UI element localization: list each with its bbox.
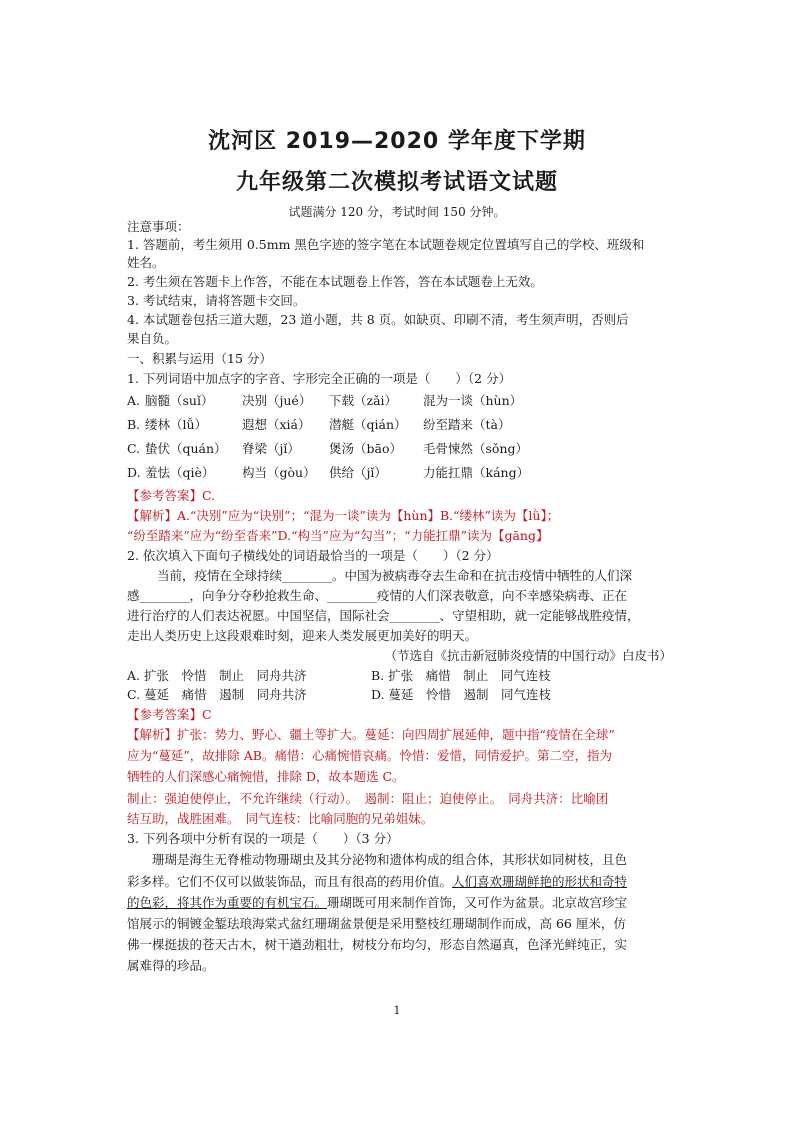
q1-answer: 【参考答案】C. bbox=[127, 488, 216, 503]
q3-passage-line: 属难得的珍品。 bbox=[127, 958, 215, 973]
notice-item-4-cont: 果自负。 bbox=[127, 331, 178, 346]
q1-option-word: 混为一谈（hùn） bbox=[423, 393, 523, 408]
q2-passage-line: 进行治疗的人们表达祝愿。中国坚信，国际社会________、守望相助，就一定能够战胜疫情， bbox=[127, 608, 640, 623]
q2-analysis-cont: 制止：强迫使停止，不允许继续（行动）。 遏制：阻止；迫使停止。 同舟共济：比喻团 bbox=[127, 791, 609, 806]
q3-underlined-sentence: 的色彩，将其作为重要的有机宝石。 bbox=[127, 895, 328, 910]
q3-underlined-sentence: 人们喜欢珊瑚鲜艳的形状和奇特 bbox=[452, 874, 628, 889]
notice-item-2: 2. 考生须在答题卡上作答，不能在本试题卷上作答，答在本试题卷上无效。 bbox=[127, 274, 543, 289]
q2-stem: 2. 依次填入下面句子横线处的词语最恰当的一项是（ ）（2 分） bbox=[127, 548, 499, 563]
q2-analysis-cont: 结互助，战胜困难。 同气连枝：比喻同胞的兄弟姐妹。 bbox=[127, 811, 434, 826]
q2-analysis-cont: 应为“蔓延”，故排除 AB。痛惜：心痛惋惜哀痛。怜惜：爱惜，同情爱护。第二空，指为 bbox=[127, 748, 612, 763]
notice-item-1: 1. 答题前，考生须用 0.5mm 黑色字迹的签字笔在本试题卷规定位置填写自己的学校、班级和 bbox=[127, 237, 645, 252]
q1-option-word: 力能扛鼎（káng） bbox=[423, 465, 530, 480]
q2-answer: 【参考答案】C bbox=[127, 707, 212, 722]
q1-option-word: 决别（jué） bbox=[242, 393, 312, 408]
q1-option-word: 潜艇（qián） bbox=[329, 417, 407, 432]
notice-item-4: 4. 本试题卷包括三道大题，23 道小题，共 8 页。如缺页、印刷不清，考生须声明，否则后 bbox=[127, 312, 629, 327]
q2-analysis: 【解析】扩张：势力、野心、疆土等扩大。蔓延：向四周扩展延伸，题中指“疫情在全球” bbox=[127, 727, 615, 742]
notice-item-1-cont: 姓名。 bbox=[127, 255, 165, 270]
q1-option-word: 缕林（lǚ） bbox=[145, 417, 208, 432]
q1-option-word: 脑髓（suǐ） bbox=[145, 393, 214, 408]
q1-option-word: 供给（jǐ） bbox=[329, 465, 387, 480]
q3-passage-line bbox=[127, 873, 672, 891]
q1-option-word: 遐想（xiá） bbox=[242, 417, 311, 432]
q1-option-word: 脊梁（jǐ） bbox=[242, 441, 300, 456]
q1-option-word: 煲汤（bāo） bbox=[329, 441, 402, 456]
q1-option-label: C. bbox=[127, 441, 141, 456]
q1-analysis: 【解析】A.“决别”应为“诀别”；“混为一谈”读为【hùn】B.“缕林”读为【lǜ】； bbox=[127, 508, 560, 523]
page-number: 1 bbox=[393, 1004, 401, 1017]
q2-option-b: B. 扩张 痛惜 制止 同气连枝 bbox=[371, 668, 551, 683]
q1-option-label: B. bbox=[127, 417, 141, 432]
exam-title-line1: 沈河区 2019—2020 学年度下学期 bbox=[208, 129, 586, 154]
q1-option-label: A. bbox=[127, 393, 141, 408]
q1-stem: 1. 下列词语中加点字的字音、字形完全正确的一项是（ ）（2 分） bbox=[127, 371, 512, 386]
q2-passage-line: 走出人类历史上这段艰难时刻，迎来人类发展更加美好的明天。 bbox=[127, 628, 478, 643]
q3-passage-text: 珊瑚既可用来制作首饰，又可作为盆景。北京故宫珍宝 bbox=[327, 895, 628, 910]
q2-option-c: C. 蔓延 痛惜 遏制 同舟共济 bbox=[127, 687, 307, 702]
q1-analysis-cont: “纷至踏来”应为“纷至沓来”D.“构当”应为“勾当”；“力能扛鼎”读为【gāng】 bbox=[127, 528, 549, 543]
section-1-heading: 一、积累与运用（15 分） bbox=[127, 351, 272, 366]
q3-stem: 3. 下列各项中分析有误的一项是（ ）（3 分） bbox=[127, 831, 399, 846]
notice-heading: 注意事项： bbox=[127, 219, 190, 234]
q1-option-word: 蛰伏（quán） bbox=[145, 441, 227, 456]
q1-option-word: 毛骨悚然（sǒng） bbox=[423, 441, 528, 456]
q3-passage-line bbox=[127, 894, 672, 912]
q1-option-label: D. bbox=[127, 465, 141, 480]
q1-option-word: 下载（zǎi） bbox=[329, 393, 398, 408]
q2-passage-line: 感________，向争分夺秒抢救生命、________疫情的人们深表敬意，向不幸感染病毒、正在 bbox=[127, 588, 628, 603]
q2-option-a: A. 扩张 怜惜 制止 同舟共济 bbox=[127, 668, 307, 683]
q3-passage-line: 珊瑚是海生无脊椎动物珊瑚虫及其分泌物和遗体构成的组合体，其形状如同树枝，且色 bbox=[152, 852, 628, 867]
q2-source-text: （节选自《抗击新冠肺炎疫情的中国行动》白皮书） bbox=[384, 648, 672, 663]
q3-passage-text: 彩多样。它们不仅可以做装饰品，而且有很高的药用价值。 bbox=[127, 874, 453, 889]
notice-item-3: 3. 考试结束，请将答题卡交回。 bbox=[127, 293, 306, 308]
q3-passage-line: 佛一棵挺拔的苍天古木，树干遒劲粗壮，树枝分布均匀，形态自然逼真，色泽光鲜纯正，实 bbox=[127, 937, 628, 952]
q3-passage-line: 馆展示的铜镀金錾珐琅海棠式盆红珊瑚盆景便是采用整枝红珊瑚制作而成，高 66 厘米，仿 bbox=[127, 916, 626, 931]
q2-option-d: D. 蔓延 怜惜 遏制 同气连枝 bbox=[371, 687, 552, 702]
q1-option-word: 纷至踏来（tà） bbox=[423, 417, 511, 432]
exam-subtitle: 试题满分 120 分，考试时间 150 分钟。 bbox=[288, 205, 506, 219]
q1-option-word: 构当（gòu） bbox=[242, 465, 316, 480]
q2-analysis-cont: 牺牲的人们深感心痛惋惜，排除 D，故本题选 C。 bbox=[127, 769, 405, 784]
q1-option-word: 羞怯（qiè） bbox=[145, 465, 215, 480]
exam-title-line2: 九年级第二次模拟考试语文试题 bbox=[235, 170, 558, 195]
q2-passage-line: 当前，疫情在全球持续________。中国为被病毒夺去生命和在抗击疫情中牺牲的人们深 bbox=[157, 568, 633, 583]
